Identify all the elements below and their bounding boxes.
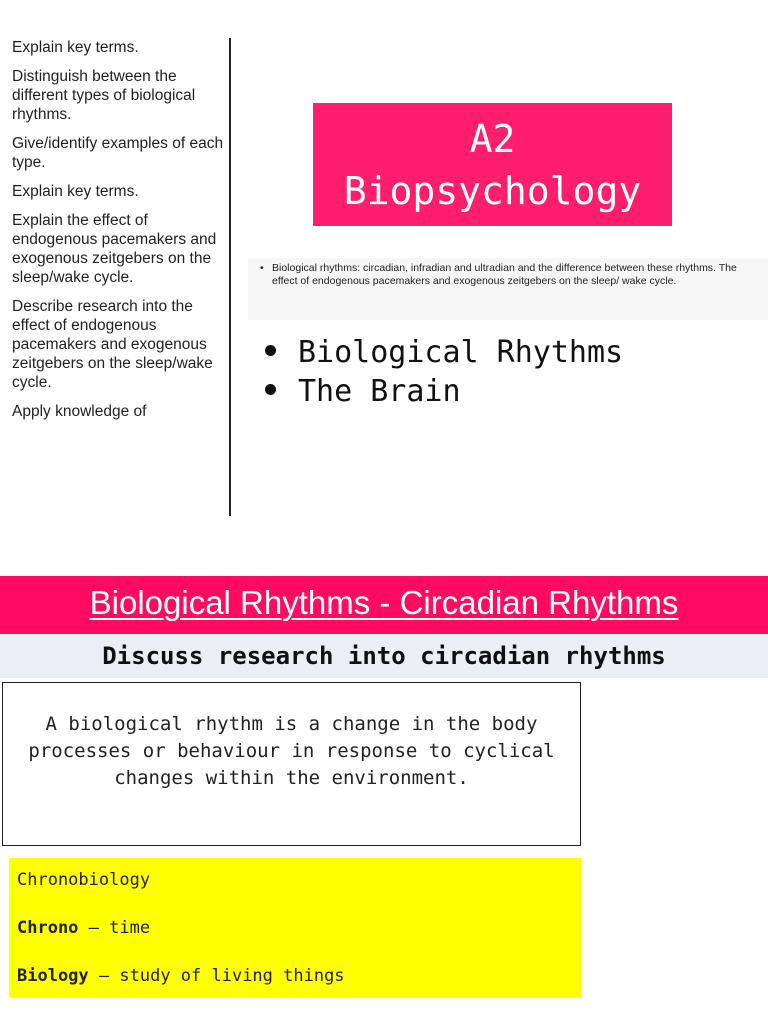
title-banner <box>313 103 672 226</box>
definition-text: A biological rhythm is a change in the body processes or behaviour in response to cyclical changes within the environment. <box>28 713 555 789</box>
term-biology: Biology <box>17 966 89 986</box>
bullet-dot-icon <box>265 384 276 395</box>
objective-item: Explain key terms. <box>12 183 139 200</box>
objective-item: Explain the effect of endogenous pacemakers and exogenous zeitgebers on the sleep/wake cycle. <box>12 212 217 286</box>
section-header <box>0 576 768 634</box>
topic-item <box>265 333 623 372</box>
topic-label: The Brain <box>298 374 461 409</box>
objective-item: Distinguish between the different types of biological rhythms. <box>12 68 196 123</box>
key-term-heading: Chronobiology <box>17 870 151 890</box>
specification-text: Biological rhythms: circadian, infradian and ultradian and the difference between these rhythms. The effect of endogenous pacemakers and exogenous zeitgebers on the sleep/ wake cycle. <box>272 262 737 287</box>
definition-box <box>2 682 581 846</box>
section-title: Biological Rhythms - Circadian Rhythms <box>89 584 679 621</box>
key-term-chrono <box>17 916 581 940</box>
term-chrono: Chrono <box>17 918 79 938</box>
key-term-biology <box>17 964 581 988</box>
objective-item: Explain key terms. <box>12 39 139 56</box>
objective-item: Give/identify examples of each type. <box>12 135 224 171</box>
topics-list <box>265 333 623 411</box>
topic-label: Biological Rhythms <box>298 335 624 370</box>
objective-item: Apply knowledge of <box>12 403 147 420</box>
title-line-1: A2 <box>469 117 516 161</box>
learning-objectives-list <box>12 38 227 516</box>
spec-bullet: • <box>260 262 264 274</box>
title-line-2: Biopsychology <box>343 169 642 213</box>
bullet-dot-icon <box>265 345 276 356</box>
topic-item <box>265 372 623 411</box>
objective-item: Describe research into the effect of endogenous pacemakers and exogenous zeitgebers on the sleep/wake cycle. <box>12 298 213 391</box>
specification-box <box>248 258 768 320</box>
term-biology-definition: – study of living things <box>98 966 345 986</box>
objectives-divider <box>229 38 231 516</box>
term-chrono-definition: – time <box>88 918 151 938</box>
subheading: Discuss research into circadian rhythms <box>0 634 768 678</box>
key-terms-box <box>9 858 581 997</box>
